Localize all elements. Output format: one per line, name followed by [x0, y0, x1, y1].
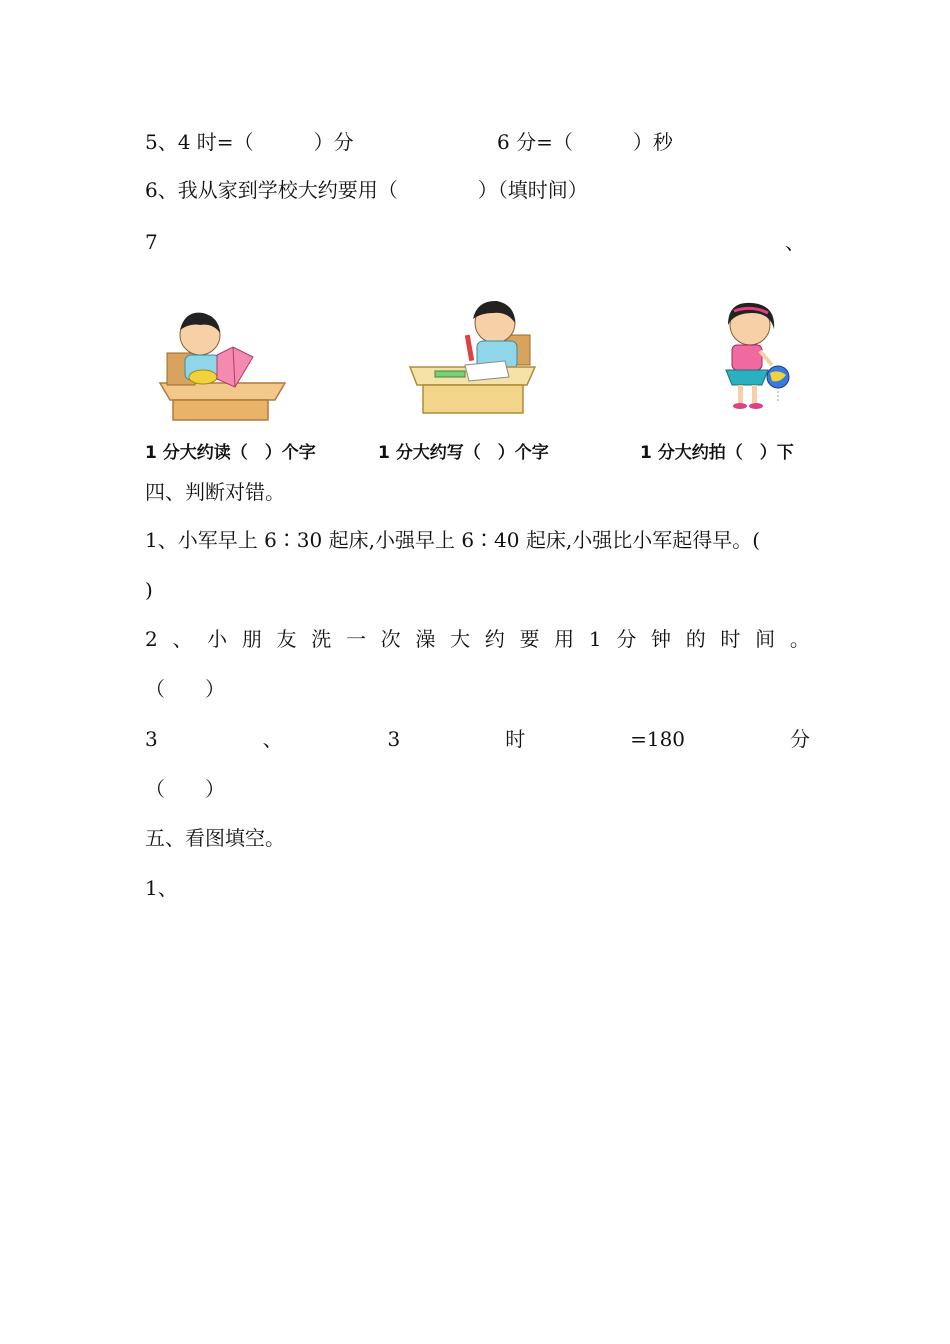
q2-char: 时	[720, 627, 741, 651]
section4-title: 四、判断对错。	[145, 480, 285, 504]
caption-reading: 1 分大约读（ ）个字	[145, 443, 316, 463]
q7-number: 7	[145, 230, 158, 254]
q2-char: 朋	[241, 627, 262, 651]
q2-char: 分	[616, 627, 637, 651]
caption-bouncing: 1 分大约拍（ ）下	[640, 443, 794, 463]
q7-mark: 、	[785, 230, 805, 254]
q6: 6、我从家到学校大约要用（ ）（填时间）	[145, 178, 588, 202]
q2-char: 澡	[415, 627, 436, 651]
q2-char: 1	[588, 627, 602, 651]
judge-q3-line1	[145, 727, 810, 751]
q3-part: 分	[789, 727, 810, 751]
q3-part: 3	[387, 727, 401, 751]
caption-writing: 1 分大约写（ ）个字	[378, 443, 549, 463]
q2-char: 。	[789, 627, 810, 651]
girl-ball-illustration	[700, 295, 805, 420]
q2-char: 友	[276, 627, 297, 651]
q3-part: =180	[630, 727, 686, 751]
q5-right: 6 分=（ ）秒	[497, 130, 673, 154]
q2-char: 的	[685, 627, 706, 651]
q2-char: 、	[172, 627, 193, 651]
q2-char: 大	[450, 627, 471, 651]
q2-char: 约	[484, 627, 505, 651]
q2-char: 一	[345, 627, 366, 651]
q2-char: 钟	[651, 627, 672, 651]
q2-char: 次	[380, 627, 401, 651]
section5-title: 五、看图填空。	[145, 826, 285, 850]
q3-part: 、	[262, 727, 283, 751]
q3-part: 时	[505, 727, 526, 751]
girl-writing-illustration	[405, 295, 540, 425]
q2-char: 洗	[311, 627, 332, 651]
q5-left: 5、4 时=（ ）分	[145, 130, 354, 154]
boy-reading-illustration	[155, 305, 290, 425]
section5-q1: 1、	[145, 876, 178, 900]
judge-q2-line2: （ ）	[145, 677, 225, 701]
q2-char: 用	[554, 627, 575, 651]
q2-char: 要	[519, 627, 540, 651]
judge-q2-line1	[145, 627, 810, 651]
q2-char: 间	[755, 627, 776, 651]
q2-char: 2	[145, 627, 158, 651]
judge-q1-line1: 1、小军早上 6∶30 起床,小强早上 6∶40 起床,小强比小军起得早。(	[145, 528, 761, 552]
q3-part: 3	[145, 727, 158, 751]
q2-char: 小	[207, 627, 228, 651]
judge-q3-line2: （ ）	[145, 777, 225, 801]
judge-q1-line2: )	[145, 578, 153, 602]
